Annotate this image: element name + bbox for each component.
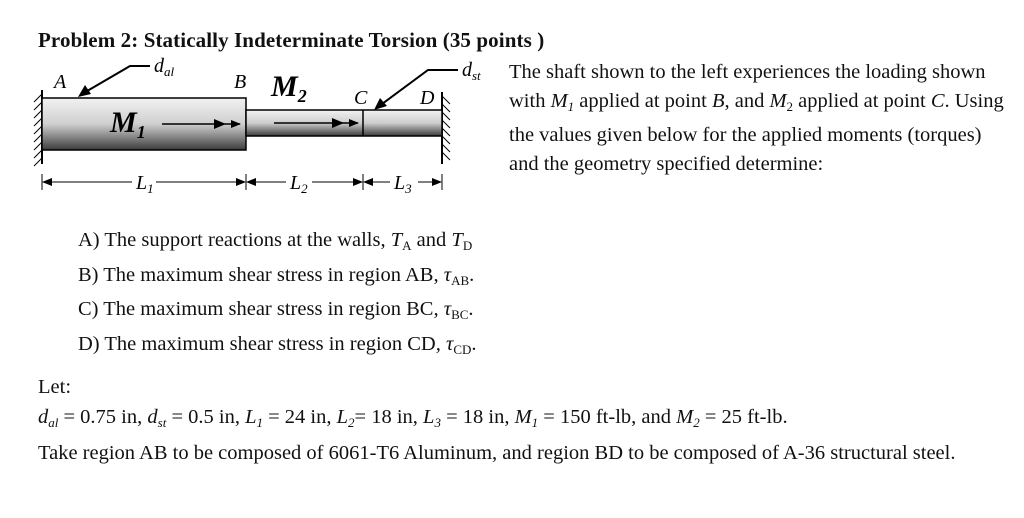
desc-m1: M <box>550 89 568 112</box>
desc-point-b: B <box>711 89 725 112</box>
desc-m2: M <box>769 89 787 112</box>
desc-point-c: C <box>930 89 945 112</box>
desc-text-4: applied at point <box>793 89 931 112</box>
label-l1: $L_1$ <box>136 172 154 196</box>
question-d-sub: CD <box>453 342 472 358</box>
question-a-text: A) The support reactions at the walls, <box>78 229 391 251</box>
question-c-symbol: , τ <box>433 298 452 321</box>
question-b <box>78 261 477 296</box>
question-list <box>78 226 477 365</box>
value-d-st-symbol: d <box>147 406 158 428</box>
question-b-symbol: τ <box>443 263 452 286</box>
label-d-al: $d_{al}$ <box>154 55 175 79</box>
value-l2-sub: 2 <box>348 415 355 430</box>
value-l2: = 18 in, <box>354 406 424 428</box>
question-b-suffix: . <box>469 263 475 286</box>
value-m2-sub: 2 <box>693 415 700 430</box>
left-wall <box>34 90 42 166</box>
value-l3: = 18 in, <box>440 406 515 428</box>
desc-text-3: , and <box>724 89 770 112</box>
let-values <box>38 402 1018 438</box>
desc-text-1: The shaft shown to the left experiences the loading shown with <box>509 61 986 112</box>
value-d-al: = 0.75 in, <box>58 406 148 428</box>
desc-text-2: applied at point <box>574 89 712 112</box>
value-m1: = 150 ft-lb, and <box>538 406 677 428</box>
value-l1: = 24 in, <box>262 406 337 428</box>
question-a-symbol-1: T <box>390 229 403 251</box>
question-c-suffix: . <box>468 298 474 321</box>
value-d-al-sub: al <box>48 415 59 430</box>
value-l3-symbol: L <box>423 406 435 428</box>
question-a-mid: and <box>411 229 452 251</box>
question-d-symbol: , τ <box>435 333 454 356</box>
desc-text-5: . Using the values given below for the applied moments (torques) and the geometry specified determine: <box>509 89 1004 175</box>
question-d-text: D) The maximum shear stress in region CD <box>78 333 436 356</box>
d-al-leader <box>82 66 150 94</box>
label-l2: $L_2$ <box>290 172 308 196</box>
problem-title: Problem 2: Statically Indeterminate Torsion (35 points ) <box>38 28 545 52</box>
problem-description <box>509 58 1009 178</box>
label-a: A <box>54 71 67 93</box>
value-l1-sub: 1 <box>256 415 263 430</box>
given-values <box>38 372 1018 468</box>
value-d-al-symbol: d <box>38 406 49 428</box>
let-heading: Let: <box>38 376 72 398</box>
value-m2-symbol: M <box>676 406 694 428</box>
question-a-sub-2: D <box>462 238 473 253</box>
question-c <box>78 295 477 330</box>
desc-m1-sub: 1 <box>567 98 575 114</box>
question-c-text: C) The maximum shear stress in region BC <box>78 298 434 321</box>
value-m1-symbol: M <box>514 406 532 428</box>
desc-m2-sub: 2 <box>786 98 794 114</box>
value-m1-sub: 1 <box>531 415 539 430</box>
question-b-text: B) The maximum shear stress in region AB, <box>78 263 444 286</box>
label-b: B <box>234 71 247 93</box>
value-d-st: = 0.5 in, <box>166 406 246 428</box>
question-a-symbol-2: T <box>451 229 463 251</box>
materials-text: Take region AB to be composed of 6061-T6 Aluminum, and region BD to be composed of A-36 structural steel. <box>38 442 956 464</box>
label-d: D <box>420 87 435 109</box>
label-l3: $L_3$ <box>394 172 412 196</box>
value-l3-sub: 3 <box>434 415 441 430</box>
label-m1: $M_1$ <box>110 106 146 142</box>
d-st-leader <box>378 70 458 107</box>
question-d <box>78 330 477 365</box>
label-c: C <box>354 87 368 109</box>
value-l1-symbol: L <box>245 406 257 428</box>
right-wall <box>442 92 450 164</box>
value-d-st-sub: st <box>157 415 167 430</box>
question-b-sub: AB <box>451 272 470 288</box>
label-m2: $M_2$ <box>271 70 307 106</box>
question-c-sub: BC <box>451 307 469 323</box>
value-l2-symbol: L <box>336 406 349 428</box>
label-d-st: $d_{st}$ <box>462 59 481 83</box>
question-a <box>78 226 477 261</box>
shaft-figure <box>28 52 481 202</box>
question-a-sub-1: A <box>402 238 412 253</box>
d-st-leader-head <box>374 98 387 110</box>
question-d-suffix: . <box>471 333 477 356</box>
value-m2: = 25 ft-lb. <box>699 406 788 428</box>
